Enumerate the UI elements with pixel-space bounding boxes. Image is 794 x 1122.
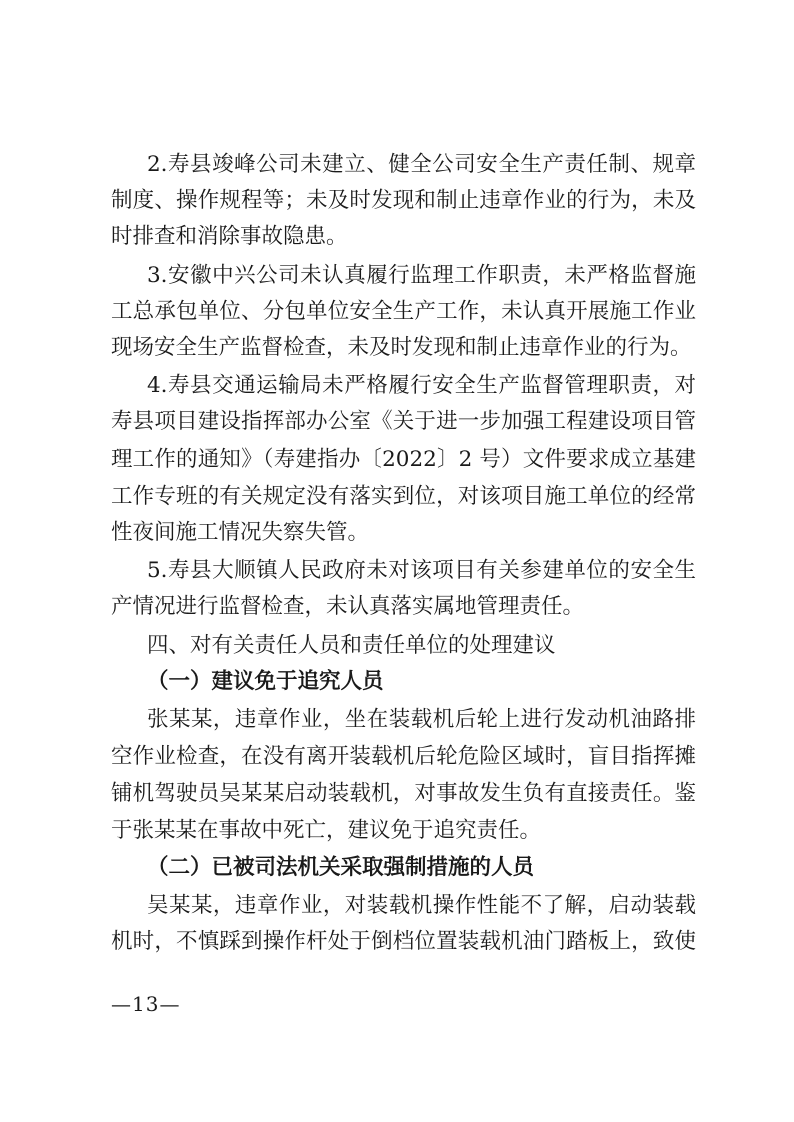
paragraph-wu-line-2: 机时，不慎踩到操作杆处于倒档位置装载机油门踏板上，致使 bbox=[111, 929, 696, 954]
paragraph-zhang-line-1: 张某某，违章作业，坐在装载机后轮上进行发动机油路排 bbox=[147, 707, 696, 732]
paragraph-4-line-3: 理工作的通知》（寿建指办〔2022〕2 号）文件要求成立基建 bbox=[111, 447, 696, 472]
sub-heading-1: （一）建议免于追究人员 bbox=[147, 669, 384, 694]
paragraph-2-line-2: 制度、操作规程等；未及时发现和制止违章作业的行为，未及 bbox=[111, 188, 696, 213]
paragraph-2-line-1: 2.寿县竣峰公司未建立、健全公司安全生产责任制、规章 bbox=[147, 152, 696, 177]
sub-heading-2: （二）已被司法机关采取强制措施的人员 bbox=[147, 855, 535, 880]
paragraph-3-line-1: 3.安徽中兴公司未认真履行监理工作职责，未严格监督施 bbox=[147, 263, 696, 288]
paragraph-zhang-line-3: 铺机驾驶员吴某某启动装载机，对事故发生负有直接责任。鉴 bbox=[111, 781, 696, 806]
paragraph-zhang-line-2: 空作业检查，在没有离开装载机后轮危险区域时，盲目指挥摊 bbox=[111, 744, 696, 769]
paragraph-5-line-1: 5.寿县大顺镇人民政府未对该项目有关参建单位的安全生 bbox=[147, 558, 696, 583]
paragraph-wu-line-1: 吴某某，违章作业，对装载机操作性能不了解，启动装载 bbox=[147, 893, 696, 918]
page-number: —13— bbox=[111, 992, 181, 1016]
paragraph-5-line-2: 产情况进行监督检查，未认真落实属地管理责任。 bbox=[111, 594, 585, 619]
paragraph-3-line-2: 工总承包单位、分包单位安全生产工作，未认真开展施工作业 bbox=[111, 299, 696, 324]
paragraph-3-line-3: 现场安全生产监督检查，未及时发现和制止违章作业的行为。 bbox=[111, 335, 692, 360]
paragraph-4-line-2: 寿县项目建设指挥部办公室《关于进一步加强工程建设项目管 bbox=[111, 409, 696, 434]
paragraph-4-line-1: 4.寿县交通运输局未严格履行安全生产监督管理职责，对 bbox=[147, 373, 696, 398]
paragraph-zhang-line-4: 于张某某在事故中死亡，建议免于追究责任。 bbox=[111, 818, 542, 843]
section-heading-4: 四、对有关责任人员和责任单位的处理建议 bbox=[147, 633, 556, 658]
paragraph-2-line-3: 时排查和消除事故隐患。 bbox=[111, 224, 348, 249]
paragraph-4-line-5: 性夜间施工情况失察失管。 bbox=[111, 520, 370, 545]
paragraph-4-line-4: 工作专班的有关规定没有落实到位，对该项目施工单位的经常 bbox=[111, 484, 696, 509]
